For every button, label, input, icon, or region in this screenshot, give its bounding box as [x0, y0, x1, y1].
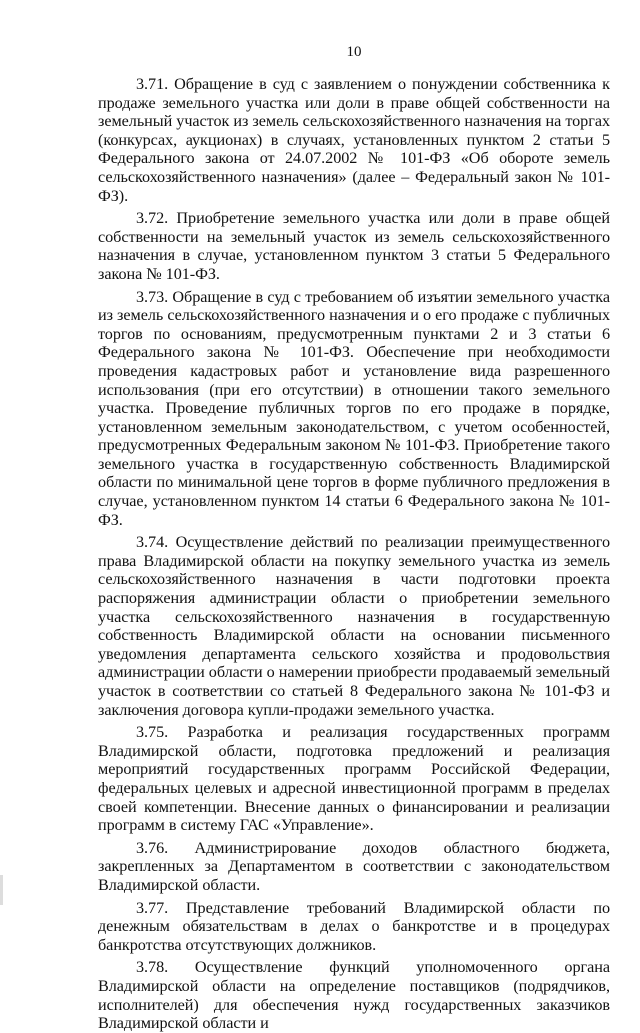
paragraph-3-77: 3.77. Представление требований Владимирской области по денежным обязательствам в делах о банкротстве и в процедурах банкротства отсутствующих должников.	[98, 898, 610, 954]
paragraph-3-74: 3.74. Осуществление действий по реализации преимущественного права Владимирской области на покупку земельного участка из земель сельскохозяйственного назначения в части подготовки проекта распоряжения администрации области о приобретении земельного участка сельскохозяйственного назначения в государственную собственность Владимирской области на основании письменного уведомления департамента сельского хозяйства и продовольствия администрации области о намерении приобрести продаваемый земельный участок в соответствии со статьей 8 Федерального закона № 101-ФЗ и заключения договора купли-продажи земельного участка.	[98, 533, 610, 719]
page-number: 10	[346, 44, 362, 60]
paragraph-3-71: 3.71. Обращение в суд с заявлением о понуждении собственника к продаже земельного участка или доли в праве общей собственности на земельный участок из земель сельскохозяйственного назначения на торгах (конкурсах, аукционах) в случаях, установленных пунктом 2 статьи 5 Федерального закона от 24.07.2002 № 101-ФЗ «Об обороте земель сельскохозяйственного назначения» (далее – Федеральный закон № 101-ФЗ).	[98, 75, 610, 205]
paragraph-3-72: 3.72. Приобретение земельного участка или доли в праве общей собственности на земельный участок из земель сельскохозяйственного назначения в случае, установленном пунктом 3 статьи 5 Федерального закона № 101-ФЗ.	[98, 209, 610, 283]
paragraph-3-73: 3.73. Обращение в суд с требованием об изъятии земельного участка из земель сельскохозяйственного назначения и о его продаже с публичных торгов по основаниям, предусмотренным пунктами 2 и 3 статьи 6 Федерального закона № 101-ФЗ. Обеспечение при необходимости проведения кадастровых работ и установление вида разрешенного использования (при его отсутствии) в отношении такого земельного участка. Проведение публичных торгов по его продаже в порядке, установленном земельным законодательством, с учетом особенностей, предусмотренных Федеральным законом № 101-ФЗ. Приобретение такого земельного участка в государственную собственность Владимирской области по минимальной цене торгов в форме публичного предложения в случае, установленном пунктом 14 статьи 6 Федерального закона № 101-ФЗ.	[98, 287, 610, 529]
paragraph-3-75: 3.75. Разработка и реализация государственных программ Владимирской области, подготовка предложений и реализация мероприятий государственных программ Российской Федерации, федеральных целевых и адресной инвестиционной программ в пределах своей компетенции. Внесение данных о финансировании и реализации программ в систему ГАС «Управление».	[98, 723, 610, 835]
paragraph-3-76: 3.76. Администрирование доходов областного бюджета, закрепленных за Департаментом в соответствии с законодательством Владимирской области.	[98, 838, 610, 894]
scan-edge-mark	[0, 875, 3, 905]
paragraph-3-78: 3.78. Осуществление функций уполномоченного органа Владимирской области на определение поставщиков (подрядчиков, исполнителей) для обеспечения нужд государственных заказчиков Владимирской области и	[98, 958, 610, 1033]
